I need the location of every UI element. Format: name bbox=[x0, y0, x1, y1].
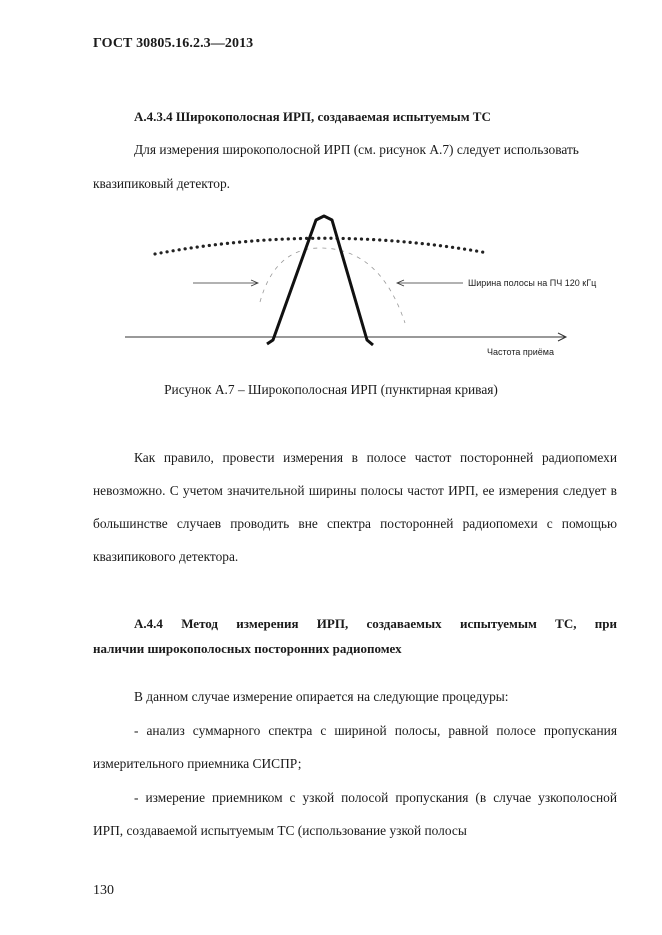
section-heading-a44-line1: А.4.4 Метод измерения ИРП, создаваемых испытуемым ТС, при bbox=[134, 616, 617, 631]
document-code: ГОСТ 30805.16.2.3—2013 bbox=[93, 36, 254, 51]
section-heading-a44-line2: наличии широкополосных посторонних радиопомех bbox=[93, 641, 402, 656]
paragraph-note: Как правило, провести измерения в полосе частот посторонней радиопомехи невозможно. С учетом значительной ширины полосы частот ИРП, ее измерения следует в большинстве случаев проводить вне спектра посторонней радиопомехи с помощью квазипикового детектора. bbox=[93, 450, 617, 564]
wideband-dotted-curve bbox=[155, 238, 488, 254]
list-item-spectrum-analysis: - анализ суммарного спектра с шириной полосы, равной полосе пропускания измерительного приемника СИСПР; bbox=[93, 723, 617, 771]
figure-caption: Рисунок А.7 – Широкополосная ИРП (пунктирная кривая) bbox=[164, 382, 498, 397]
page-number: 130 bbox=[93, 883, 114, 898]
paragraph-line: квазипиковый детектор. bbox=[93, 176, 231, 191]
figure-a7 bbox=[120, 208, 630, 364]
list-item-narrowband-measurement: - измерение приемником с узкой полосой пропускания (в случае узкополосной ИРП, создаваемой испытуемым ТС (использование узкой полосы bbox=[93, 790, 617, 838]
section-heading-a434: А.4.3.4 Широкополосная ИРП, создаваемая испытуемым ТС bbox=[134, 109, 491, 124]
paragraph-intro: В данном случае измерение опирается на следующие процедуры: bbox=[134, 689, 509, 704]
narrowband-signal bbox=[267, 216, 373, 345]
bandwidth-label: Ширина полосы на ПЧ 120 кГц bbox=[468, 278, 597, 288]
frequency-label: Частота приёма bbox=[487, 347, 554, 357]
paragraph-line: Для измерения широкополосной ИРП (см. рисунок А.7) следует использовать bbox=[134, 142, 579, 157]
